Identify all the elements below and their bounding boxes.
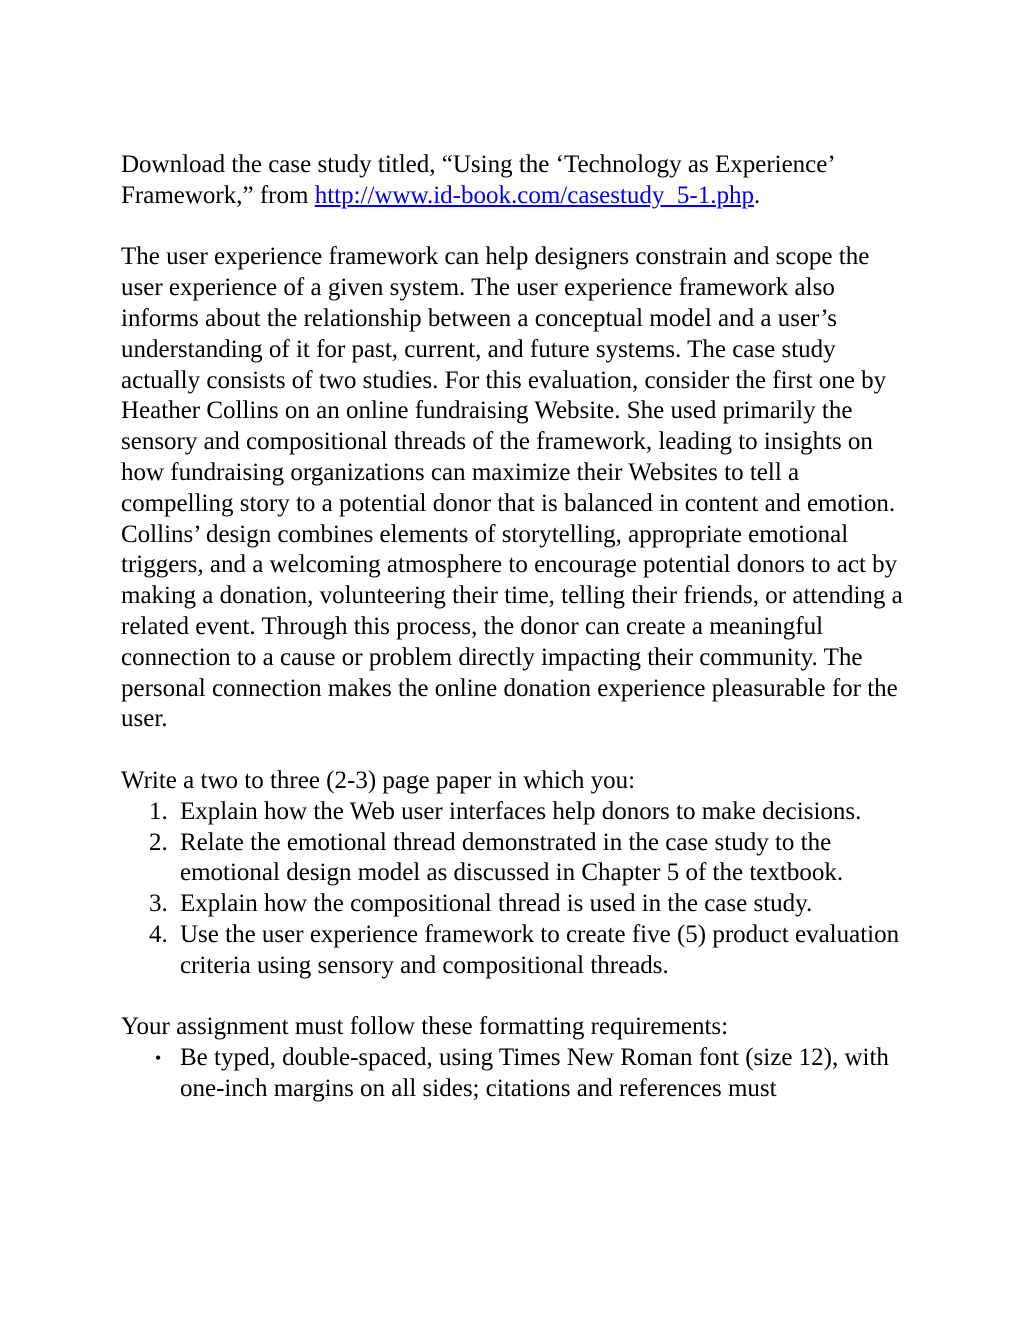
task-number: 3. [149,890,168,918]
task-number: 1. [149,797,168,825]
requirements-list [121,1043,911,1105]
task-item [121,797,911,828]
requirement-text: Be typed, double-spaced, using Times New Roman font (size 12), with one-inch margins on all sides; citations and references must [180,1044,889,1102]
task-text: Explain how the Web user interfaces help donors to make decisions. [180,797,862,825]
intro-text: Download the case study titled, “Using the ‘Technology as Experience’ Framework,” from [121,151,834,209]
requirements-heading: Your assignment must follow these formatting requirements: [121,1013,729,1041]
task-item [121,889,911,920]
task-text: Relate the emotional thread demonstrated in the case study to the emotional design model as discussed in Chapter 5 of the textbook. [180,828,844,887]
case-study-link[interactable]: http://www.id-book.com/casestudy_5-1.php [314,181,754,209]
body-paragraph: The user experience framework can help designers constrain and scope the user experience of a given system. The user experience framework also informs about the relationship between a conceptual model and a user’s understanding of it for past, current, and future systems. The case study actually consists of two studies. For this evaluation, consider the first one by Heather Collins on an online fundraising Website. She used primarily the sensory and compositional threads of the framework, leading to insights on how fundraising organizations can maximize their Websites to tell a compelling story to a potential donor that is balanced in content and emotion. Collins’ design combines elements of storytelling, appropriate emotional triggers, and a welcoming atmosphere to encourage potential donors to act by making a donation, volunteering their time, telling their friends, or attending a related event. Through this process, the donor can create a meaningful connection to a cause or problem directly impacting their community. The personal connection makes the online donation experience pleasurable for the user. [121,243,903,733]
task-number: 4. [149,920,168,948]
task-number: 2. [149,828,168,856]
bullet-icon: • [155,1048,162,1069]
tasks-heading: Write a two to three (2-3) page paper in which you: [121,766,636,794]
task-list [121,797,911,982]
task-text: Use the user experience framework to create five (5) product evaluation criteria using sensory and compositional threads. [180,920,900,979]
intro-paragraph [121,150,911,212]
intro-period: . [754,181,761,209]
task-item [121,828,911,890]
requirement-item [121,1043,911,1105]
task-text: Explain how the compositional thread is used in the case study. [180,890,813,918]
document-page [121,150,911,1105]
task-item [121,920,911,982]
